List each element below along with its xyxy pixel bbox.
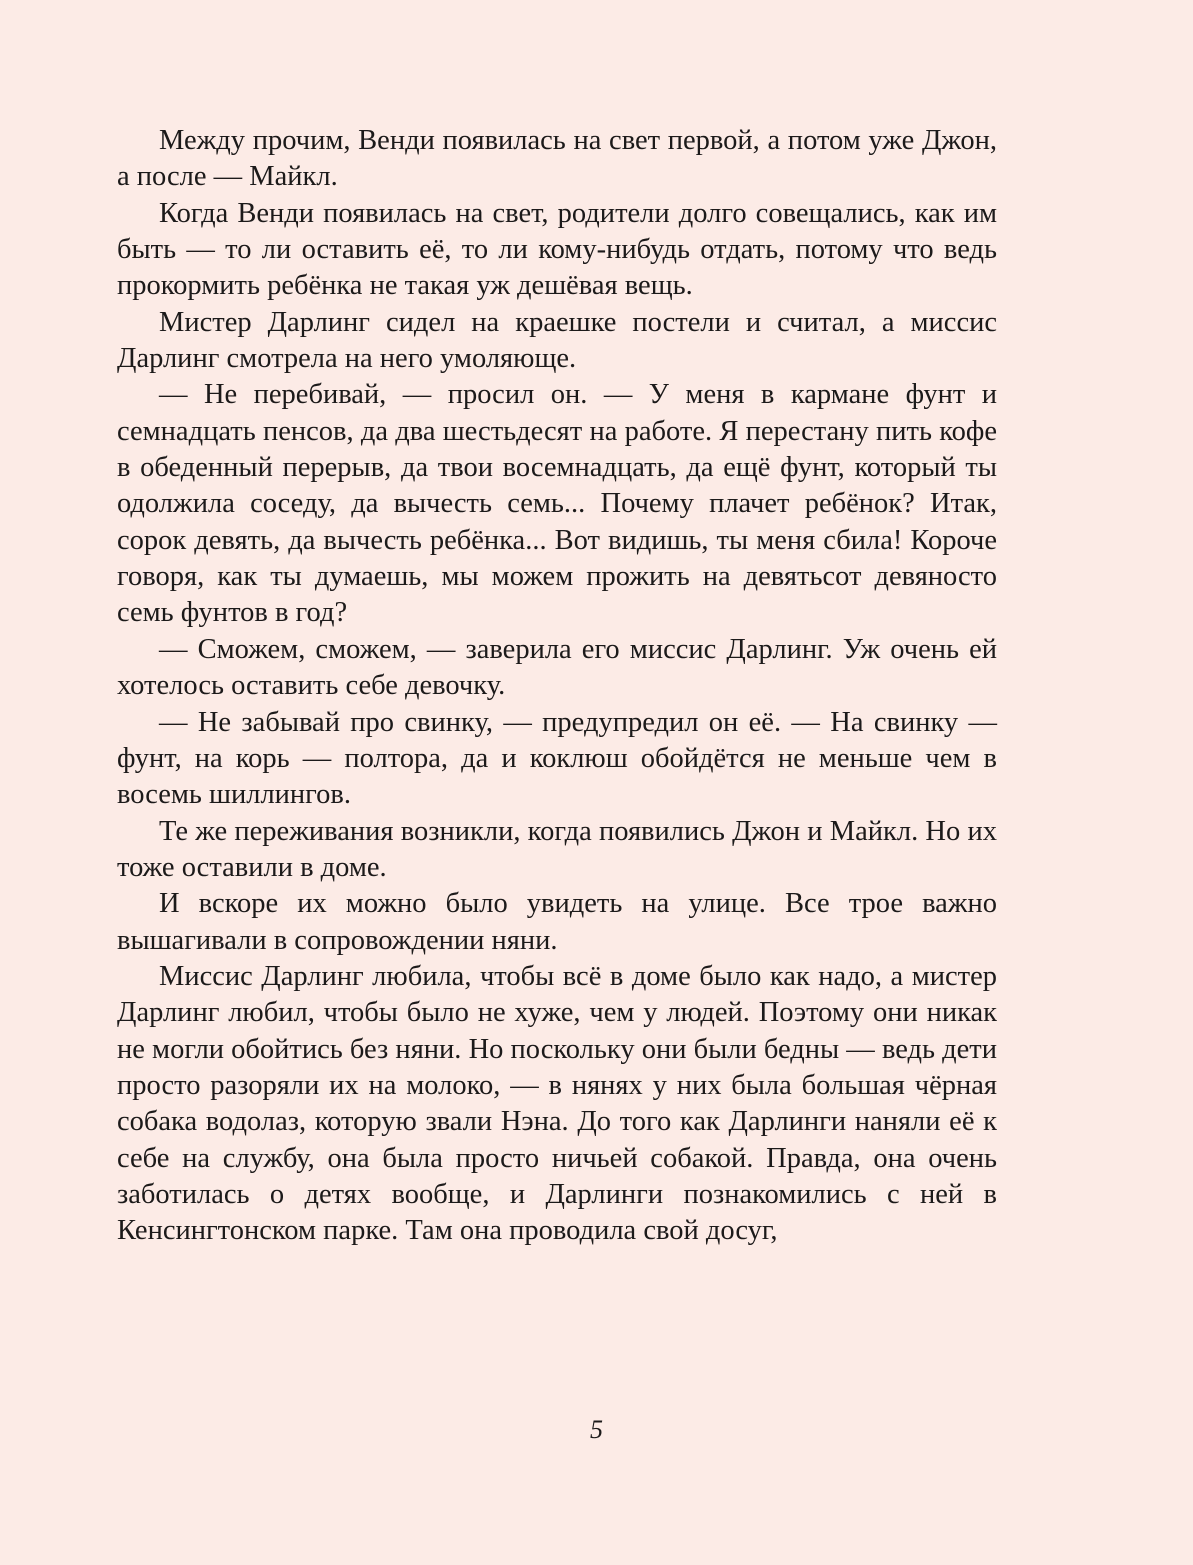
page-number: 5	[590, 1415, 603, 1444]
paragraph-6: — Не забывай про свинку, — предупредил он её. — На свинку — фунт, на корь — полтора, да и коклюш обойдётся не меньше чем в восемь шиллингов.	[117, 706, 997, 811]
paragraph-3: Мистер Дарлинг сидел на краешке постели и считал, а миссис Дарлинг смотрела на него умоляюще.	[117, 306, 997, 375]
body-text	[117, 123, 997, 1250]
paragraph-8: И вскоре их можно было увидеть на улице. Все трое важно вышагивали в сопровождении няни.	[117, 888, 997, 956]
paragraph-4: — Не перебивай, — просил он. — У меня в кармане фунт и семнадцать пенсов, да два шестьдесят на работе. Я перестану пить кофе в обеденный перерыв, да твои восемнадцать, да ещё фунт, который ты одолжила соседу, да вычесть семь... Почему плачет ребёнок? Итак, сорок девять, да вычесть ребёнка... Вот видишь, ты меня сбила! Короче говоря, как ты думаешь, мы можем прожить на девятьсот девяносто семь фунтов в год?	[117, 379, 997, 629]
paragraph-7: Те же переживания возникли, когда появились Джон и Майкл. Но их тоже оставили в доме.	[117, 815, 997, 883]
paragraph-9: Миссис Дарлинг любила, чтобы всё в доме было как надо, а мистер Дарлинг любил, чтобы было не хуже, чем у людей. Поэтому они никак не могли обойтись без няни. Но поскольку они были бедны — ведь дети просто разоряли их на молоко, — в нянях у них была большая чёрная собака водолаз, которую звали Нэна. До того как Дарлинги наняли её к себе на службу, она была просто ничьей собакой. Правда, она очень заботилась о детях вообще, и Дарлинги познакомились с ней в Кенсингтонском парке. Там она проводила свой досуг,	[117, 960, 997, 1247]
paragraph-5: — Сможем, сможем, — заверила его миссис Дарлинг. Уж очень ей хотелось оставить себе девочку.	[117, 633, 997, 702]
paragraph-2: Когда Венди появилась на свет, родители долго совещались, как им быть — то ли оставить её, то ли кому-нибудь отдать, потому что ведь прокормить ребёнка не такая уж дешёвая вещь.	[117, 197, 997, 302]
paragraph-1: Между прочим, Венди появилась на свет первой, а потом уже Джон, а после — Майкл.	[117, 125, 997, 193]
